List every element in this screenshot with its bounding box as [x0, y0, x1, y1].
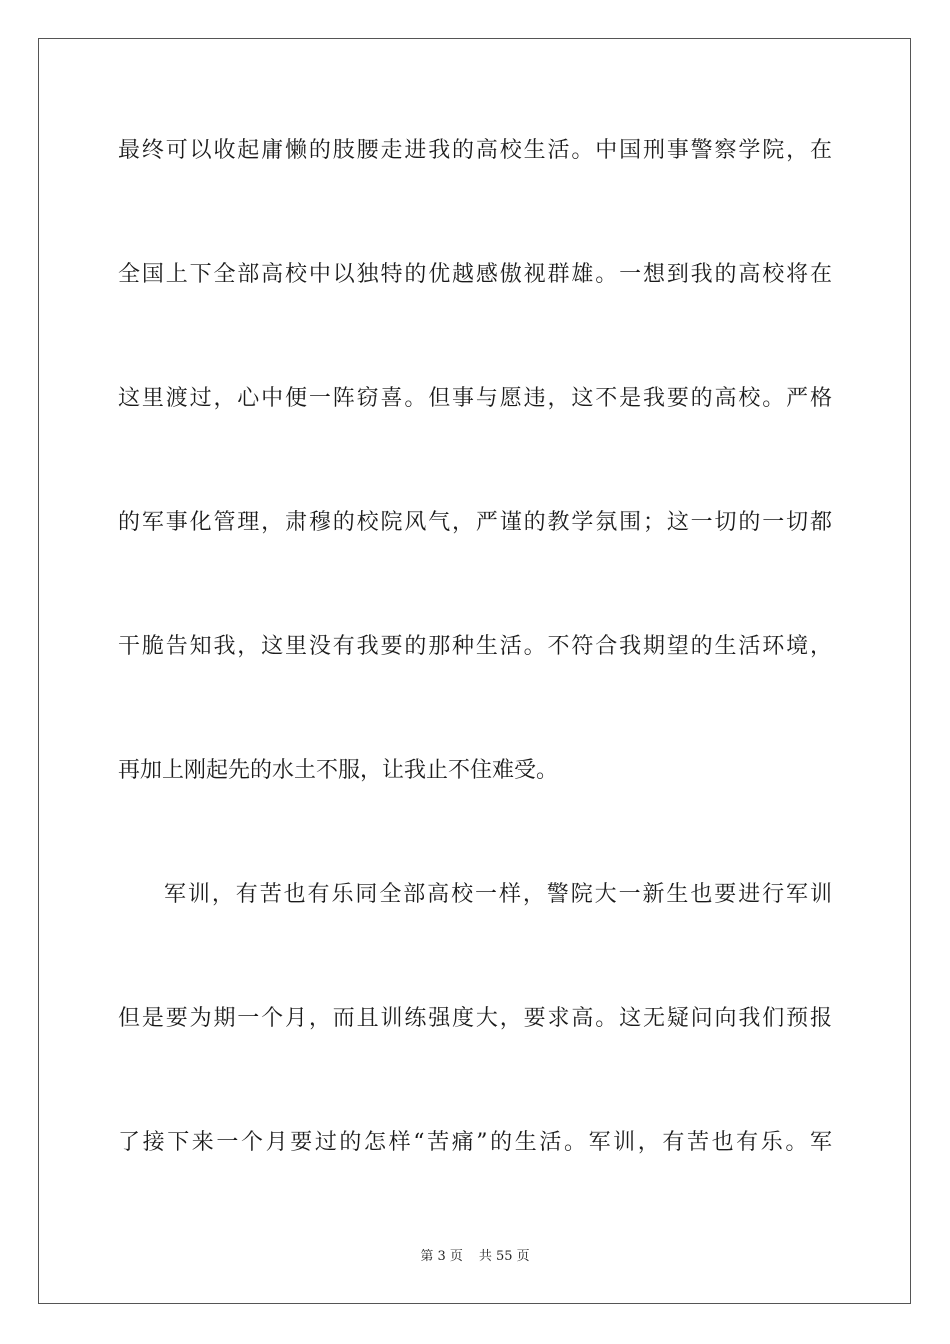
text-line: 但是要为期一个月，而且训练强度大，要求高。这无疑问向我们预报: [118, 1006, 832, 1031]
text-line: 全国上下全部高校中以独特的优越感傲视群雄。一想到我的高校将在: [118, 262, 832, 287]
text-line: 最终可以收起庸懒的肢腰走进我的高校生活。中国刑事警察学院，在: [118, 138, 832, 163]
text-line: 这里渡过，心中便一阵窃喜。但事与愿违，这不是我要的高校。严格: [118, 386, 832, 411]
page-border: [38, 38, 911, 1304]
text-line: 干脆告知我，这里没有我要的那种生活。不符合我期望的生活环境，: [118, 634, 832, 659]
page-total: 共 55 页: [478, 1249, 530, 1264]
text-line: 再加上刚起先的水土不服，让我止不住难受。: [118, 758, 559, 783]
page-number: 第 3 页: [420, 1249, 463, 1264]
text-line: 的军事化管理，肃穆的校院风气，严谨的教学氛围；这一切的一切都: [118, 510, 832, 535]
page-footer: [0, 1248, 950, 1266]
text-line: 了接下来一个月要过的怎样“苦痛”的生活。军训，有苦也有乐。军: [118, 1130, 832, 1155]
paragraph-first-line: 军训，有苦也有乐同全部高校一样，警院大一新生也要进行军训: [164, 882, 832, 907]
